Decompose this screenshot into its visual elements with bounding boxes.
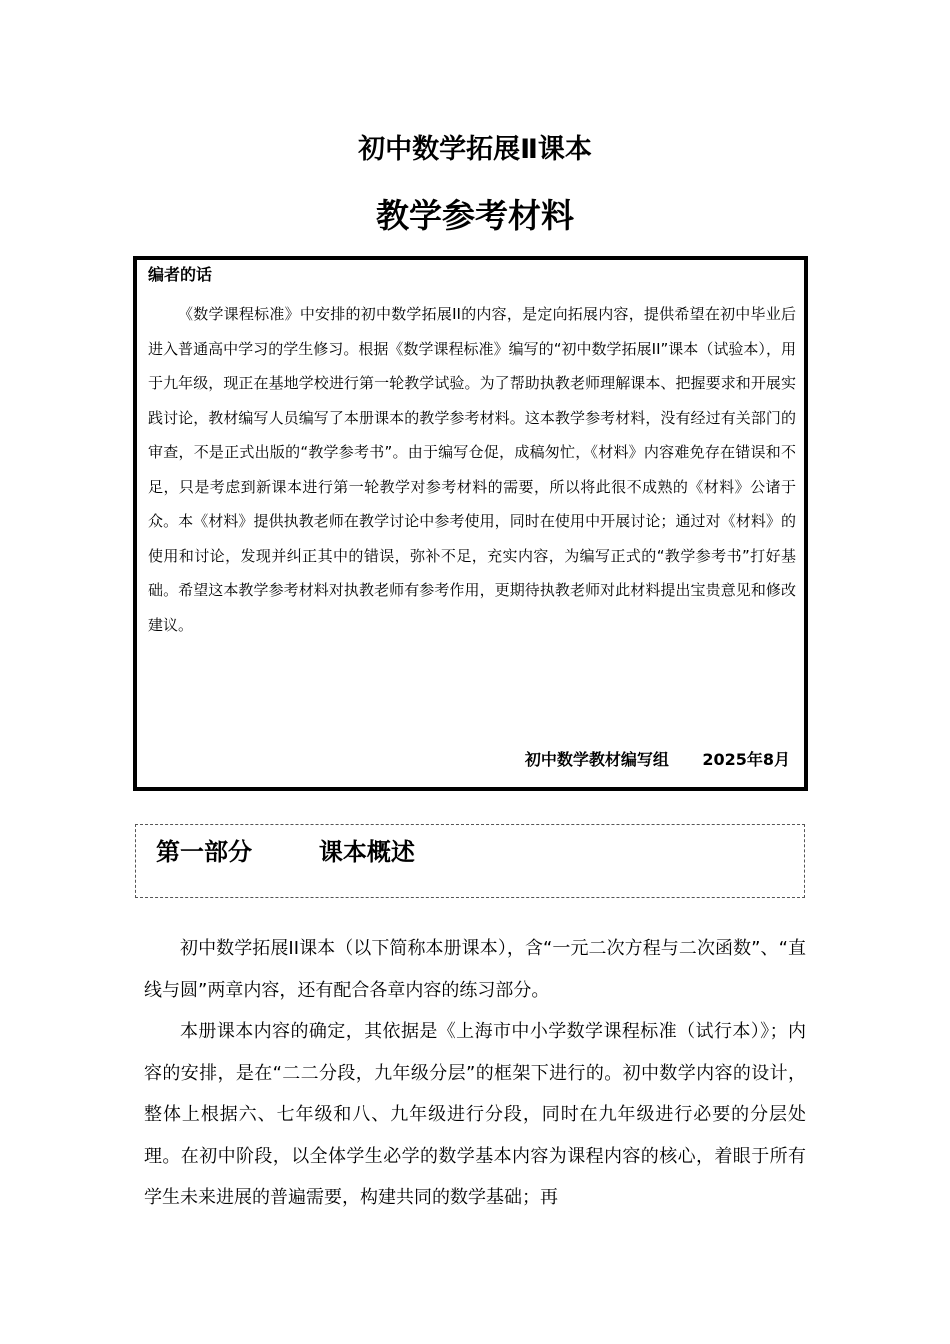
editor-note-signature: 初中数学教材编写组 2025年8月 <box>524 750 790 769</box>
section-heading: 第一部分 课本概述 <box>156 838 415 866</box>
editor-note-paragraph: 《数学课程标准》中安排的初中数学拓展II的内容，是定向拓展内容，提供希望在初中毕业后进入普通高中学习的学生修习。根据《数学课程标准》编写的“初中数学拓展II”课本（试验本），用于九年级，现正在基地学校进行第一轮教学试验。为了帮助执教老师理解课本、把握要求和开展实践讨论，教材编写人员编写了本册课本的教学参考材料。这本教学参考材料，没有经过有关部门的审查，不是正式出版的“教学参考书”。由于编写仓促，成稿匆忙，《材料》内容难免存在错误和不足，只是考虑到新课本进行第一轮教学对参考材料的需要，所以将此很不成熟的《材料》公诸于众。本《材料》提供执教老师在教学讨论中参考使用，同时在使用中开展讨论；通过对《材料》的使用和讨论，发现并纠正其中的错误，弥补不足，充实内容，为编写正式的“教学参考书”打好基础。希望这本教学参考材料对执教老师有参考作用，更期待执教老师对此材料提出宝贵意见和修改建议。 <box>148 305 796 634</box>
section-body <box>144 928 806 1219</box>
document-subtitle: 教学参考材料 <box>376 196 574 235</box>
editor-note-box <box>133 256 808 791</box>
editor-note-heading: 编者的话 <box>148 265 213 284</box>
editor-note-body <box>148 297 796 642</box>
section-heading-box <box>135 824 805 898</box>
body-paragraph: 初中数学拓展II课本（以下简称本册课本），含“一元二次方程与二次函数”、“直线与圆”两章内容，还有配合各章内容的练习部分。 <box>144 938 806 1001</box>
body-paragraph: 本册课本内容的确定，其依据是《上海市中小学数学课程标准（试行本）》；内容的安排，是在“二二分段，九年级分层”的框架下进行的。初中数学内容的设计，整体上根据六、七年级和八、九年级进行分段，同时在九年级进行必要的分层处理。在初中阶段，以全体学生必学的数学基本内容为课程内容的核心，着眼于所有学生未来进展的普遍需要，构建共同的数学基础；再 <box>144 1021 806 1208</box>
document-title: 初中数学拓展Ⅱ课本 <box>358 134 592 165</box>
